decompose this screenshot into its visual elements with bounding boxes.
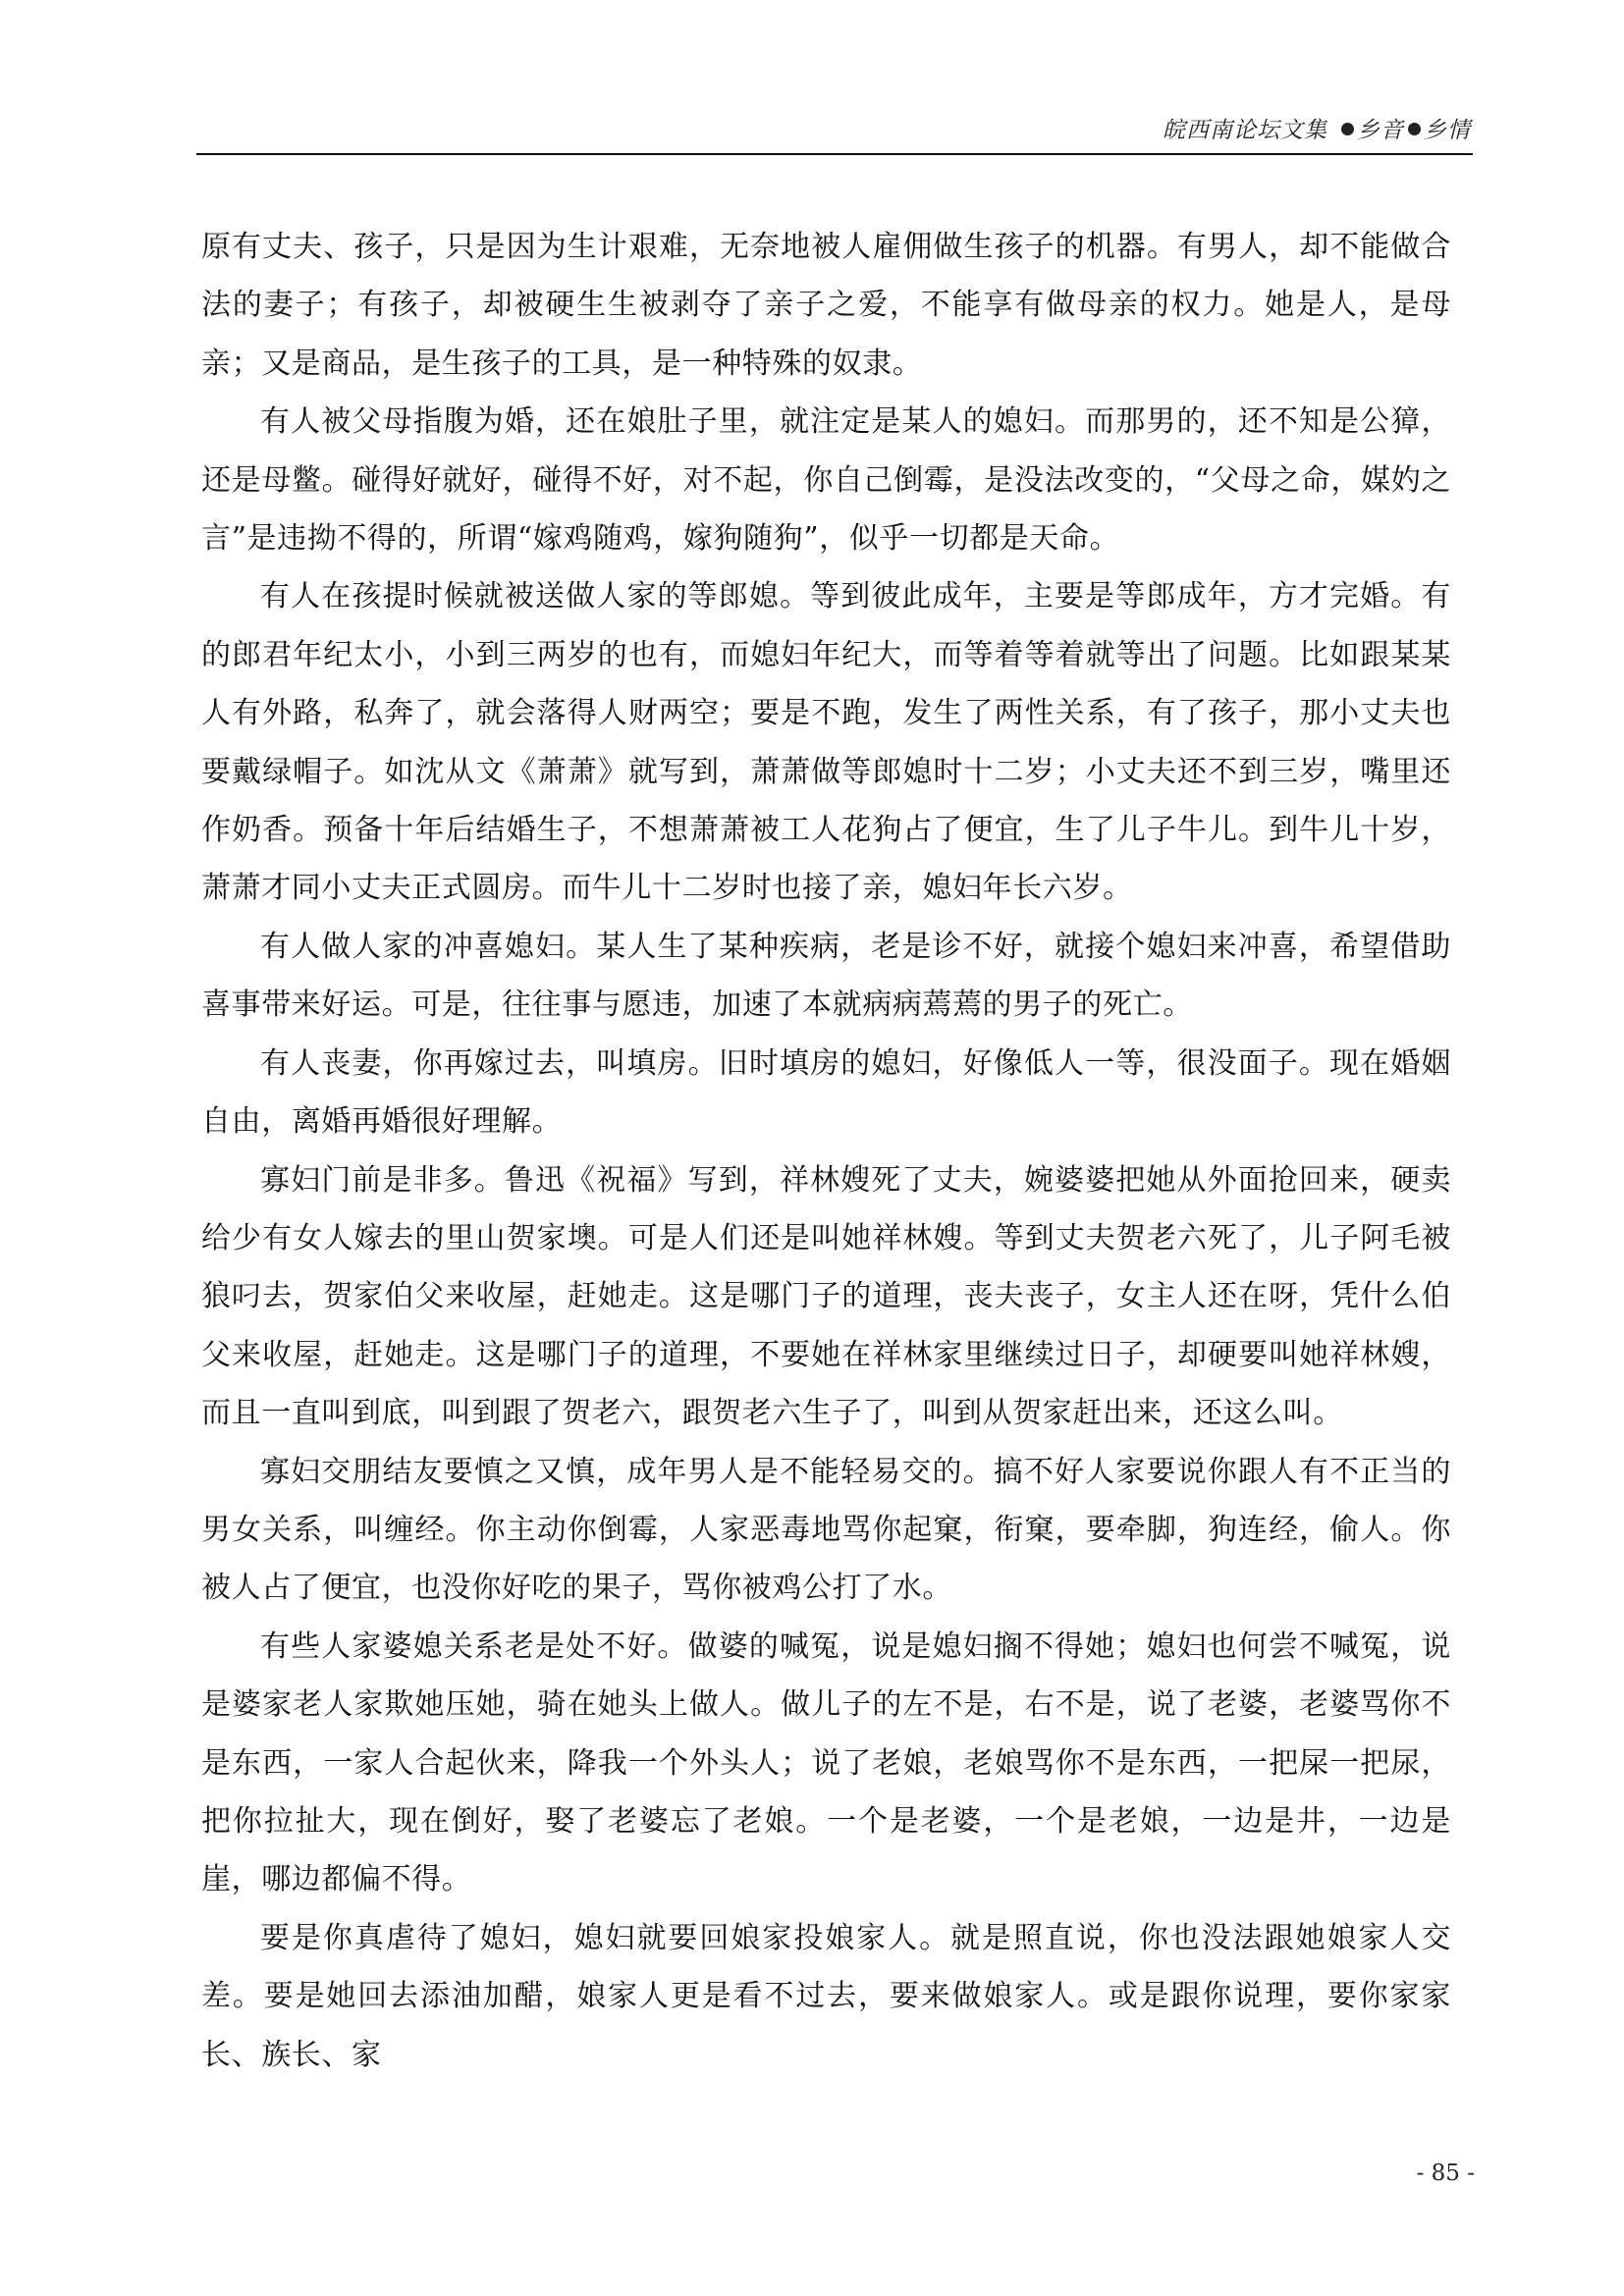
paragraph-5: 有人丧妻，你再嫁过去，叫填房。旧时填房的媳妇，好像低人一等，很没面子。现在婚姻自由，离婚再婚很好理解。: [201, 1045, 1451, 1140]
header-title: [1163, 112, 1471, 144]
paragraph-3: 有人在孩提时候就被送做人家的等郎媳。等到彼此成年，主要是等郎成年，方才完婚。有的郎君年纪太小，小到三两岁的也有，而媳妇年纪大，而等着等着就等出了问题。比如跟某某人有外路，私奔了，就会落得人财两空；要是不跑，发生了两性关系，有了孩子，那小丈夫也要戴绿帽子。如沈从文《萧萧》就写到，萧萧做等郎媳时十二岁；小丈夫还不到三岁，嘴里还作奶香。预备十年后结婚生子，不想萧萧被工人花狗占了便宜，生了儿子牛儿。到牛儿十岁，萧萧才同小丈夫正式圆房。而牛儿十二岁时也接了亲，媳妇年长六岁。: [201, 579, 1451, 906]
paragraph-6: 寡妇门前是非多。鲁迅《祝福》写到，祥林嫂死了丈夫，婉婆婆把她从外面抢回来，硬卖给少有女人嫁去的里山贺家墺。可是人们还是叫她祥林嫂。等到丈夫贺老六死了，儿子阿毛被狼叼去，贺家伯父来收屋，赶她走。这是哪门子的道理，丧夫丧子，女主人还在呀，凭什么伯父来收屋，赶她走。这是哪门子的道理，不要她在祥林家里继续过日子，却硬要叫她祥林嫂，而且一直叫到底，叫到跟了贺老六，跟贺老六生子了，叫到从贺家赶出来，还这么叫。: [201, 1162, 1451, 1431]
paragraph-2: 有人被父母指腹为婚，还在娘肚子里，就注定是某人的媳妇。而那男的，还不知是公獐，还是母鳖。碰得好就好，碰得不好，对不起，你自己倒霉，是没法改变的，“父母之命，媒妁之言”是违拗不得的，所谓“嫁鸡随鸡，嫁狗随狗”，似乎一切都是天命。: [201, 404, 1451, 557]
page-number: - 85 -: [1416, 2161, 1475, 2186]
body-text: [201, 218, 1451, 2084]
header-section-2: 乡情: [1424, 118, 1471, 143]
paragraph-4: 有人做人家的冲喜媳妇。某人生了某种疾病，老是诊不好，就接个媳妇来冲喜，希望借助喜事带来好运。可是，往往事与愿违，加速了本就病病蔫蔫的男子的死亡。: [201, 929, 1451, 1023]
paragraph-7: 寡妇交朋结友要慎之又慎，成年男人是不能轻易交的。搞不好人家要说你跟人有不正当的男女关系，叫缠经。你主动你倒霉，人家恶毒地骂你起窠，衔窠，要牵脚，狗连经，偷人。你被人占了便宜，也没你好吃的果子，骂你被鸡公打了水。: [201, 1454, 1451, 1606]
header-rule: [196, 153, 1473, 155]
paragraph-9: 要是你真虐待了媳妇，媳妇就要回娘家投娘家人。就是照直说，你也没法跟她娘家人交差。要是她回去添油加醋，娘家人更是看不过去，要来做娘家人。或是跟你说理，要你家家长、族长、家: [201, 1920, 1451, 2072]
bullet-icon: [1341, 123, 1354, 135]
header-section-1: 乡音: [1357, 118, 1404, 143]
paragraph-1: 原有丈夫、孩子，只是因为生计艰难，无奈地被人雇佣做生孩子的机器。有男人，却不能做合法的妻子；有孩子，却被硬生生被剥夺了亲子之爱，不能享有做母亲的权力。她是人，是母亲；又是商品，是生孩子的工具，是一种特殊的奴隶。: [201, 230, 1451, 381]
running-header: [196, 110, 1473, 149]
paragraph-8: 有些人家婆媳关系老是处不好。做婆的喊冤，说是媳妇搁不得她；媳妇也何尝不喊冤，说是婆家老人家欺她压她，骑在她头上做人。做儿子的左不是，右不是，说了老婆，老婆骂你不是东西，一家人合起伙来，降我一个外头人；说了老娘，老娘骂你不是东西，一把屎一把尿，把你拉扯大，现在倒好，娶了老婆忘了老娘。一个是老婆，一个是老娘，一边是井，一边是崖，哪边都偏不得。: [201, 1629, 1451, 1897]
bullet-icon: [1408, 123, 1421, 135]
book-title: 皖西南论坛文集: [1163, 118, 1327, 143]
